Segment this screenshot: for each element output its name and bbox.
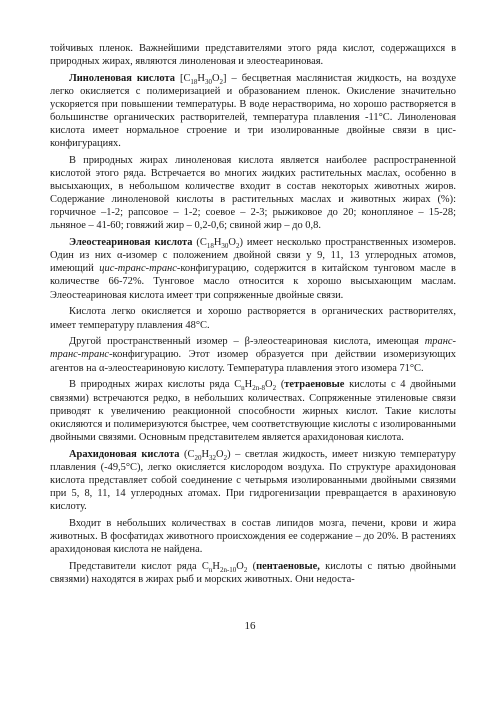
text-run: -конфигурацию, содержится в китайском тунговом масле в количестве 66-72%. Тунговое масло относится к хорошо высыхающим маслам. Элеостеариновая кислота имеет три сопряженные двойные связи. [50, 263, 456, 301]
paragraph-eleostearic-definition [50, 236, 456, 301]
subscript-text: 18 [190, 78, 198, 87]
subscript-text: 2 [235, 242, 240, 251]
paragraph-linolenic-definition [50, 72, 456, 150]
subscript-text: 30 [204, 78, 212, 87]
paragraph-arachidonic-occurrence [50, 517, 456, 556]
term-bold: Элеостеариновая кислота [69, 237, 193, 249]
text-run: В природных жирах линоленовая кислота является наиболее распространенной кислотой этого ряда. Встречается во многих жидких растительных маслах, особенно в высыхающих, в небольшом количестве входит в состав некоторых животных жиров. Содержание линоленовой кислоты в растительных маслах и животных жирах (%): горчичное –1-2; рапсовое – 1-2; соевое – 2-3; рыжиковое до 20; конопляное – 15-28; льняное – 41-60; говяжий жир – 0,2-0,6; свиной жир – до 0,8. [50, 155, 456, 232]
text-run: -конфигурацию. Этот изомер образуется при действии изомеризующих агентов на α-элеостеариновую кислоту. Температура плавления этого изомера 71°С. [50, 349, 456, 374]
subscript-text: n [208, 565, 213, 574]
paragraph-eleostearic-properties [50, 305, 456, 331]
text-run: H [197, 72, 205, 84]
text-run: ] – бесцветная маслянистая жидкость, на воздухе легко окисляется с полимеризацией и образованием пленок. Окисление значительно ускоряется при повышении температуры. В воде нерастворима, но хорошо растворяется в большинстве органических растворителей, температура плавления -11°С. Линоленовая кислота имеет нормальное строение и три изолированные двойные связи в цис-конфигурациях. [50, 72, 457, 150]
term-bold: тетраеновые [284, 379, 345, 391]
paragraph-arachidonic-definition [50, 448, 456, 513]
text-run: (C [179, 448, 195, 460]
subscript-text: 30 [221, 242, 229, 251]
text-run: Кислота легко окисляется и хорошо растворяется в органических растворителях, имеет температуру плавления 48°С. [50, 306, 456, 331]
text-run: тойчивых пленок. Важнейшими представителями этого ряда кислот, содержащихся в природных жирах, являются линоленовая и элеостеариновая. [50, 43, 456, 68]
text-run: Представители кислот ряда C [69, 560, 209, 572]
text-run: ( [276, 379, 285, 391]
subscript-text: 2 [272, 384, 277, 393]
text-run: H [244, 379, 253, 391]
text-run: O [265, 379, 273, 391]
text-run: [C [174, 72, 191, 84]
subscript-text: 2n-8 [252, 384, 266, 393]
body-text [50, 42, 456, 586]
term-italic: цис-транс-транс [99, 263, 177, 275]
paragraph-pentaenoic-acids [50, 560, 456, 586]
subscript-text: 2 [219, 78, 224, 87]
text-run: Другой пространственный изомер – β-элеостеариновая кислота, имеющая [69, 336, 425, 348]
term-bold: Линоленовая кислота [69, 72, 175, 84]
text-run: кислоты с 4 двойными связями) встречаются редко, в небольших количествах. Сопряженные этиленовые связи приводят к увеличению реакционной способности жирных кислот. Такие кислоты окисляются и полимеризуются быстрее, чем соответствующие кислоты с изолированными двойными связями. Основным представителем является арахидоновая кислота. [50, 379, 456, 443]
text-run: O [211, 72, 220, 84]
text-run: H [201, 448, 210, 460]
text-run: ) имеет несколько пространственных изомеров. Один из них α-изомер с положением двойной связи у 9, 11, 13 углеродных атомов, имеющий [50, 237, 457, 275]
paragraph-intro-continuation [50, 42, 456, 68]
text-run: H [212, 560, 220, 572]
subscript-text: n [241, 384, 245, 393]
subscript-text: 2 [243, 565, 248, 574]
term-italic: транс-транс-транс [50, 336, 456, 361]
text-run: O [216, 448, 224, 460]
paragraph-beta-eleostearic [50, 335, 456, 374]
subscript-text: 18 [206, 242, 214, 251]
text-run: Входит в небольших количествах в состав липидов мозга, печени, крови и жира животных. В фосфатидах животного происхождения ее содержание – до 20%. В растениях арахидоновая кислота не найдена. [50, 517, 456, 555]
paragraph-tetraenoic-acids [50, 378, 456, 443]
term-bold: Арахидоновая кислота [69, 448, 180, 460]
text-run: O [236, 560, 244, 572]
text-run: ( [247, 560, 257, 572]
text-run: ) – светлая жидкость, имеет низкую температуру плавления (-49,5°С), легко окисляется кислородом воздуха. По структуре арахидоновая кислота представляет собой соединение с четырьмя изолированными двойными связями при 5, 8, 11, 14 углеродных атомах. При гидрогенизации превращается в арахиновую кислоту. [50, 448, 456, 512]
text-run: кислоты с пятью двойными связями) находятся в жирах рыб и морских животных. Они недоста- [50, 560, 456, 585]
text-run: H [213, 237, 222, 249]
subscript-text: 32 [209, 453, 217, 462]
subscript-text: 20 [194, 453, 202, 462]
text-run: В природных жирах кислоты ряда C [69, 379, 242, 391]
term-bold: пентаеновые, [256, 560, 320, 572]
subscript-text: 2n-10 [219, 565, 237, 574]
text-run: O [228, 237, 236, 249]
subscript-text: 2 [223, 453, 228, 462]
page-number: 16 [244, 620, 256, 632]
text-run: (C [192, 237, 207, 249]
paragraph-linolenic-distribution [50, 154, 456, 232]
